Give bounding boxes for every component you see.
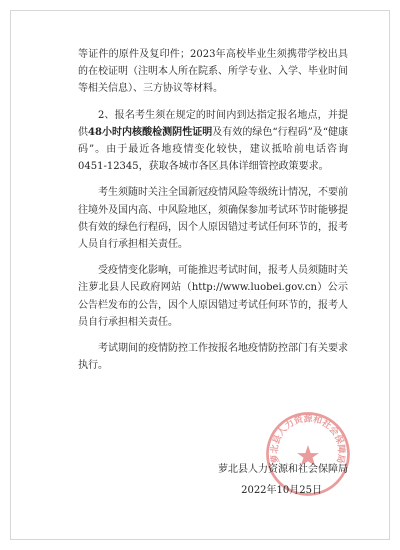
requirements-bold-text: 48小时内核酸检测阴性证明 [88, 126, 213, 138]
signature-organization: 萝北县人力资源和社会保障局 [218, 464, 348, 475]
document-page [10, 10, 390, 540]
seal-text: 萝北县人力资源和社会保障局 [270, 414, 346, 465]
requirements-text-before: 2、报名考生须在规定的时间内到达指定报名地点，并提供 [78, 109, 348, 138]
paragraph-epidemic-control: 考试期间的疫情防控工作按报名地疫情防控部门有关要求执行。 [78, 343, 348, 372]
paragraph-materials: 等证件的原件及复印件；2023年高校毕业生须携带学校出具的在校证明（注明本人所在院系、所学专业、入学、毕业时间等相关信息）、三方协议等材料。 [78, 49, 348, 95]
document-body [78, 46, 348, 374]
paragraph-registration-requirements [78, 107, 348, 176]
paragraph-risk-areas: 考生须随时关注全国新冠疫情风险等级统计情况，不要前往境外及国内高、中风险地区，须确保参加考试环节时能够提供有效的绿色行程码，因个人原因错过考试任何环节的，报考人员自行承担相关责任。 [78, 187, 348, 251]
signature-date: 2022年10月25日 [241, 485, 322, 496]
requirements-text-after: 及有效的绿色“行程码”及“健康码”。由于最近各地疫情变化较快，建议抵哈前电话咨询 0451-12345，获取各城市各区具体详细管控政策要求。 [78, 126, 348, 173]
paragraph-exam-delay: 受疫情变化影响，可能推迟考试时间，报考人员须随时关注萝北县人民政府网站（http://www.luobei.gov.cn）公示公告栏发布的公告，因个人原因错过考试任何环节的，报考人员自行承担相关责任。 [78, 265, 348, 328]
